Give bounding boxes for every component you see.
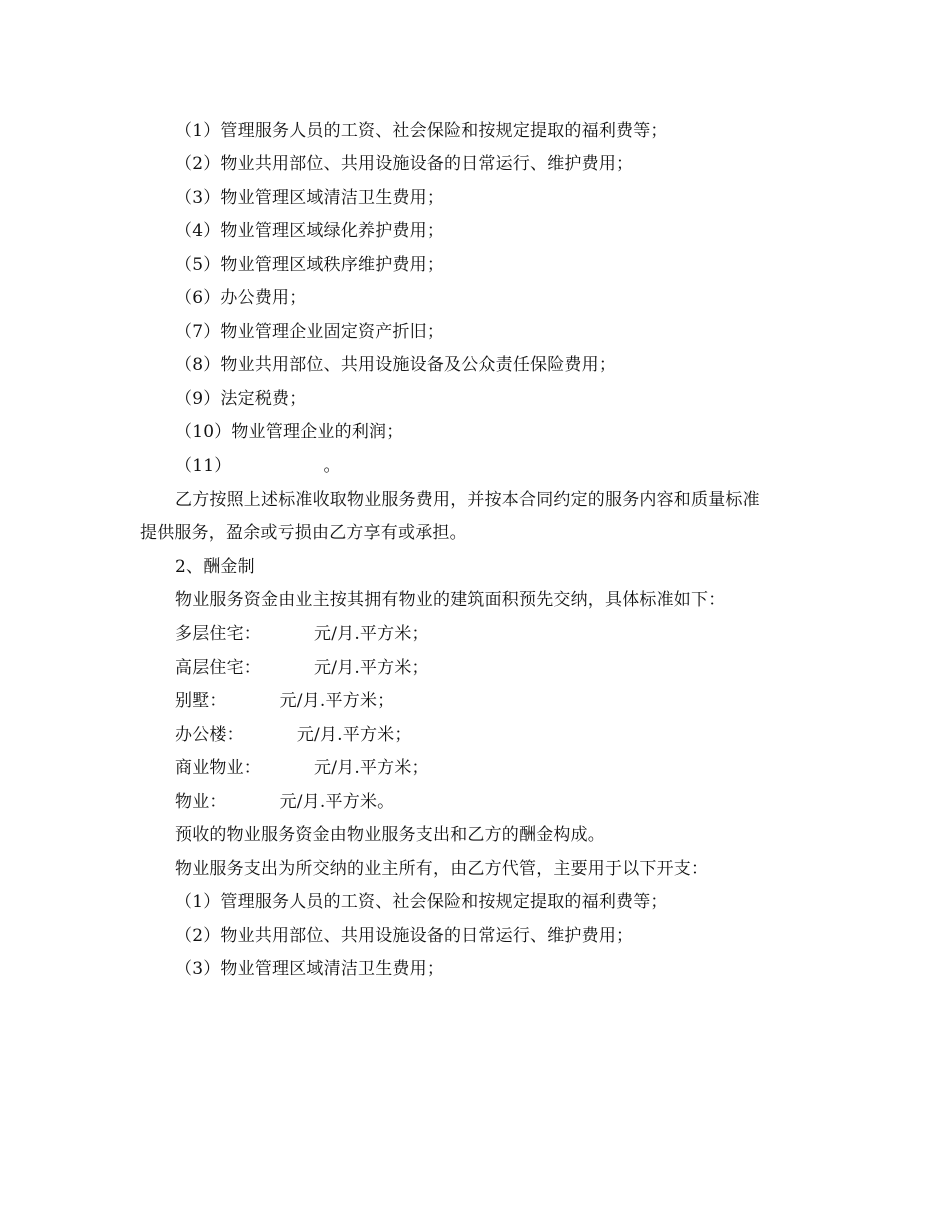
rate-unit: 元/月.平方米。 (279, 792, 395, 812)
rate-row (175, 724, 412, 746)
list-item: （3）物业管理区域清洁卫生费用； (175, 188, 445, 208)
rate-label: 办公楼： (175, 725, 244, 745)
list-item: （4）物业管理区域绿化养护费用； (175, 221, 445, 241)
paragraph-line: 预收的物业服务资金由物业服务支出和乙方的酬金构成。 (175, 825, 605, 845)
list-item: （9）法定税费； (175, 389, 307, 409)
paragraph-line: 提供服务，盈余或亏损由乙方享有或承担。 (140, 523, 467, 543)
rate-label: 商业物业： (175, 758, 261, 778)
rate-row (175, 657, 429, 679)
rate-unit: 元/月.平方米； (314, 624, 429, 644)
rate-label: 高层住宅： (175, 658, 261, 678)
rate-row (175, 623, 429, 645)
rate-row (175, 690, 394, 712)
list-item: （1）管理服务人员的工资、社会保险和按规定提取的福利费等； (175, 121, 668, 141)
list-item: （7）物业管理企业固定资产折旧； (175, 322, 445, 342)
list-item: （6）办公费用； (175, 288, 307, 308)
list-item-11 (175, 455, 341, 477)
list-item-11-end: 。 (323, 456, 341, 476)
section-heading: 2、酬金制 (175, 557, 255, 577)
rate-unit: 元/月.平方米； (314, 758, 429, 778)
list-item: （5）物业管理区域秩序维护费用； (175, 255, 445, 275)
list-item: （2）物业共用部位、共用设施设备的日常运行、维护费用； (175, 154, 634, 174)
rate-label: 别墅： (175, 691, 227, 711)
rate-row (175, 757, 429, 779)
list-item: （8）物业共用部位、共用设施设备及公众责任保险费用； (175, 355, 617, 375)
list-item: （2）物业共用部位、共用设施设备的日常运行、维护费用； (175, 926, 634, 946)
rate-unit: 元/月.平方米； (279, 691, 395, 711)
rate-label: 多层住宅： (175, 624, 261, 644)
list-item: （10）物业管理企业的利润； (175, 422, 404, 442)
paragraph-line: 物业服务资金由业主按其拥有物业的建筑面积预先交纳，具体标准如下： (175, 590, 726, 610)
rate-label: 物业： (175, 792, 227, 812)
rate-unit: 元/月.平方米； (296, 725, 412, 745)
rate-unit: 元/月.平方米； (314, 658, 429, 678)
list-item-11-label: （11） (175, 456, 232, 476)
paragraph-line: 物业服务支出为所交纳的业主所有，由乙方代管，主要用于以下开支： (175, 859, 709, 879)
list-item: （3）物业管理区域清洁卫生费用； (175, 959, 445, 979)
rate-row (175, 791, 394, 813)
paragraph-line: 乙方按照上述标准收取物业服务费用，并按本合同约定的服务内容和质量标准 (175, 490, 760, 510)
list-item: （1）管理服务人员的工资、社会保险和按规定提取的福利费等； (175, 892, 668, 912)
